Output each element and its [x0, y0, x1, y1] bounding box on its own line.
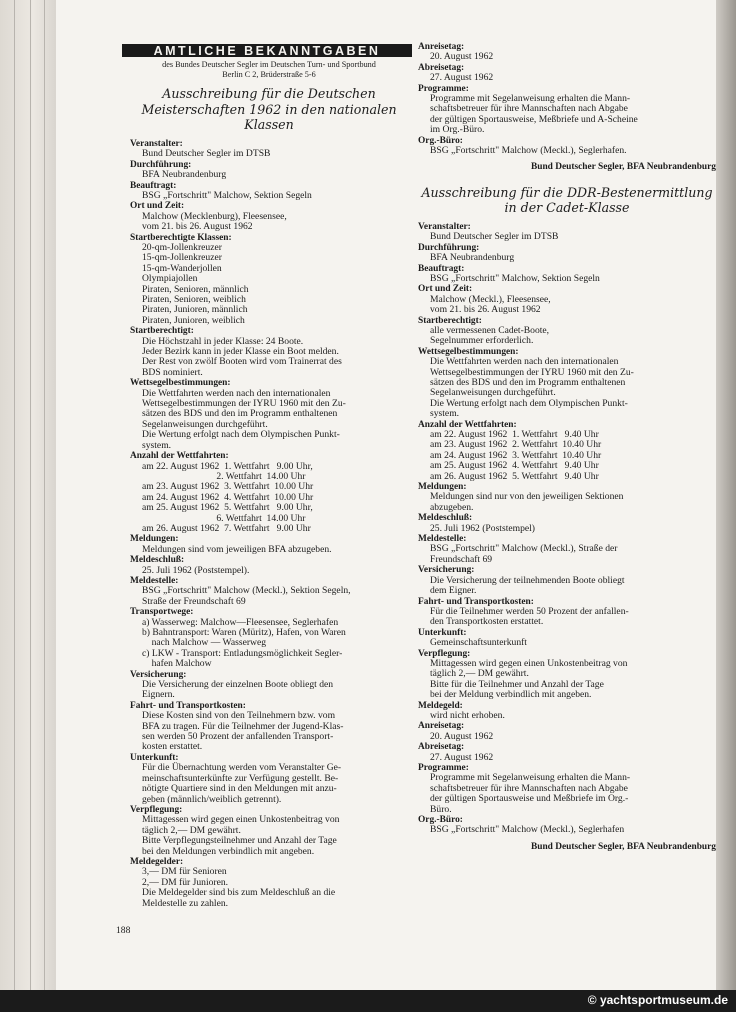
section-entry [418, 222, 716, 243]
section-label: Meldegeld: [418, 700, 463, 711]
section-text: Für die Teilnehmer werden 50 Prozent der anfallen- den Transportkosten erstattet. [430, 605, 629, 628]
announcement-title-1: Ausschreibung für die Deutschen Meisterschaften 1962 in den nationalen Klassen [141, 86, 397, 133]
section-entry [418, 565, 716, 596]
section-entry [418, 721, 716, 742]
section-entry [418, 482, 716, 513]
right-column [418, 42, 716, 852]
section-text: a) Wasserweg: Malchow—Fleesensee, Seglerhafen b) Bahntransport: Waren (Müritz), Hafen, von Waren nach Malchow — Wasserweg c) LKW - Transport: Entladungsmöglichkeit Segler- hafen Malchow [142, 616, 346, 670]
section-label: Startberechtigt: [130, 326, 194, 337]
section-label: Wettsegelbestimmungen: [418, 346, 519, 357]
section-entry [130, 857, 408, 909]
announcement-title-2: Ausschreibung für die DDR-Bestenermittlung in der Cadet-Klasse [421, 184, 713, 216]
section-label: Meldeschluß: [130, 555, 185, 566]
section-label: Org.-Büro: [418, 815, 463, 826]
section-text: wird nicht erhoben. [430, 709, 505, 721]
section-entry [418, 84, 716, 136]
section-label: Verpflegung: [130, 804, 183, 815]
section-label: Veranstalter: [130, 138, 183, 149]
section-label: Meldeschluß: [418, 513, 473, 524]
right-top-sections [418, 42, 716, 156]
section-text: BSG „Fortschritt" Malchow, Sektion Segeln [142, 189, 312, 201]
section-label: Ort und Zeit: [418, 284, 473, 295]
section-text: Malchow (Meckl.), Fleesensee, vom 21. bis 26. August 1962 [430, 293, 551, 316]
left-column [130, 44, 408, 909]
page-number: 188 [116, 925, 131, 936]
watermark: © yachtsportmuseum.de [587, 993, 728, 1007]
section-text: BFA Neubrandenburg [430, 252, 515, 264]
section-entry [130, 607, 408, 669]
section-text: 20. August 1962 [430, 730, 494, 742]
signature-1: Bund Deutscher Segler, BFA Neubrandenburg [530, 162, 716, 173]
section-entry [130, 555, 408, 576]
section-entry [418, 597, 716, 628]
section-entry [418, 420, 716, 482]
section-text: BSG „Fortschritt" Malchow (Meckl.), Sektion Segeln, Straße der Freundschaft 69 [142, 585, 351, 607]
section-label: Transportwege: [130, 607, 194, 618]
section-entry [130, 378, 408, 451]
section-label: Unterkunft: [418, 627, 467, 638]
section-entry [130, 160, 408, 181]
section-label: Startberechtigt: [418, 315, 482, 326]
section-label: Versicherung: [418, 565, 475, 576]
banner-title: AMTLICHE BEKANNTGABEN [122, 44, 412, 57]
section-text: Für die Übernachtung werden vom Veranstalter Ge- meinschaftsunterkünfte zur Verfügung gestellt. Be- nötigte Quartiere sind in den Meldungen mit anzu- geben (männlich/weiblich getrennt). [142, 762, 342, 805]
section-text: BSG „Fortschritt" Malchow, Sektion Segeln [430, 272, 600, 284]
section-label: Org.-Büro: [418, 135, 463, 146]
section-entry [418, 136, 716, 157]
section-text: 25. Juli 1962 (Poststempel) [430, 522, 535, 534]
section-entry [130, 451, 408, 534]
section-label: Fahrt- und Transportkosten: [418, 596, 534, 607]
section-text: Mittagessen wird gegen einen Unkostenbeitrag von täglich 2,— DM gewährt. Bitte für die Teilnehmer und Anzahl der Tage bei der Meldung verbindlich mit angeben. [430, 657, 628, 701]
section-label: Meldungen: [418, 482, 467, 493]
section-label: Anreisetag: [418, 721, 465, 732]
section-entry [130, 753, 408, 805]
section-entry [418, 742, 716, 763]
section-entry [130, 805, 408, 857]
section-label: Meldegelder: [130, 856, 184, 867]
section-text: 25. Juli 1962 (Poststempel). [142, 564, 250, 576]
section-text: Meldungen sind nur von den jeweiligen Sektionen abzugeben. [430, 491, 624, 513]
section-entry [418, 63, 716, 84]
section-text: 3,— DM für Senioren 2,— DM für Junioren. Die Meldegelder sind bis zum Meldeschluß an die Meldestelle zu zahlen. [142, 866, 336, 909]
section-entry [418, 815, 716, 836]
section-label: Ort und Zeit: [130, 201, 185, 212]
section-text: Bund Deutscher Segler im DTSB [430, 231, 559, 243]
section-entry [418, 284, 716, 315]
section-text: Malchow (Mecklenburg), Fleesensee, vom 21. bis 26. August 1962 [142, 210, 287, 233]
section-entry [130, 233, 408, 327]
publisher-line: des Bundes Deutscher Segler im Deutschen Turn- und Sportbund [162, 60, 376, 70]
section-text: Diese Kosten sind von den Teilnehmern bzw. vom BFA zu tragen. Für die Teilnehmer der Jugend-Klas- sen werden 50 Prozent der anfallenden Transport- kosten erstattet. [142, 710, 344, 753]
section-label: Abreisetag: [418, 742, 465, 753]
section-entry [418, 763, 716, 815]
right-sections [418, 222, 716, 836]
book-binding [0, 0, 60, 992]
section-text: am 22. August 1962 1. Wettfahrt 9.00 Uhr, 2. Wettfahrt 14.00 Uhr am 23. August 1962 3. Wettfahrt 10.00 Uhr am 24. August 1962 4. Wettfahrt 10.00 Uhr am 25. August 1962 5. Wettfahrt 9.00 Uhr, 6. Wettfahrt 14.00 Uhr am 26. August 1962 7. Wettfahrt 9.00 Uhr [142, 460, 314, 534]
section-entry [418, 347, 716, 420]
section-text: BFA Neubrandenburg [142, 169, 227, 181]
section-label: Meldestelle: [418, 534, 467, 545]
section-text: 20-qm-Jollenkreuzer 15-qm-Jollenkreuzer 15-qm-Wanderjollen Olympiajollen Piraten, Senioren, männlich Piraten, Senioren, weiblich Piraten, Junioren, männlich Piraten, Junioren, weiblich [142, 241, 249, 326]
section-label: Anzahl der Wettfahrten: [418, 419, 517, 430]
section-text: Meldungen sind vom jeweiligen BFA abzugeben. [142, 543, 332, 555]
section-entry [418, 701, 716, 722]
section-entry [130, 181, 408, 202]
section-label: Meldestelle: [130, 575, 179, 586]
section-text: Programme mit Segelanweisung erhalten die Mann- schaftsbetreuer für ihre Mannschaften nach Abgabe der gültigen Sportausweise und Meßbriefe im Org.- Büro. [430, 772, 631, 815]
section-entry [418, 42, 716, 63]
section-text: Die Versicherung der teilnehmenden Boote obliegt dem Eigner. [430, 574, 625, 597]
section-label: Abreisetag: [418, 62, 465, 73]
section-entry [130, 326, 408, 378]
section-label: Meldungen: [130, 534, 179, 545]
section-entry [418, 534, 716, 565]
section-entry [418, 513, 716, 534]
section-entry [418, 264, 716, 285]
section-label: Anreisetag: [418, 42, 465, 52]
publisher-address: Berlin C 2, Brüderstraße 5-6 [222, 70, 316, 80]
signature-2: Bund Deutscher Segler, BFA Neubrandenburg [530, 841, 716, 852]
section-label: Programme: [418, 763, 469, 773]
section-text: 20. August 1962 [430, 51, 494, 63]
section-text: Die Wettfahrten werden nach den internationalen Wettsegelbestimmungen der IYRU 1960 mit den Zu- sätzen des BDS und den im Programm enthaltenen Segelanweisungen durchgeführt. Die Wertung erfolgt nach dem Olympischen Punkt- system. [430, 356, 634, 420]
section-text: 27. August 1962 [430, 751, 494, 763]
section-label: Durchführung: [418, 242, 480, 253]
section-text: am 22. August 1962 1. Wettfahrt 9.40 Uhr am 23. August 1962 2. Wettfahrt 10.40 Uhr am 24. August 1962 3. Wettfahrt 10.40 Uhr am 25. August 1962 4. Wettfahrt 9.40 Uhr am 26. August 1962 5. Wettfahrt 9.40 Uhr [430, 429, 602, 482]
section-text: Gemeinschaftsunterkunft [430, 637, 527, 649]
section-entry [130, 670, 408, 701]
section-label: Wettsegelbestimmungen: [130, 378, 231, 389]
section-text: Die Höchstzahl in jeder Klasse: 24 Boote. Jeder Bezirk kann in jeder Klasse ein Boot melden. Der Rest von zwölf Booten wird vom Trainerrat des BDS nominiert. [142, 335, 342, 378]
section-entry [130, 201, 408, 232]
section-label: Anzahl der Wettfahrten: [130, 451, 229, 462]
section-text: BSG „Fortschritt" Malchow (Meckl.), Seglerhafen. [430, 145, 627, 157]
page-edge [716, 0, 736, 990]
section-entry [418, 628, 716, 649]
section-label: Beauftragt: [418, 263, 465, 274]
section-entry [130, 534, 408, 555]
section-label: Durchführung: [130, 159, 192, 170]
section-label: Startberechtigte Klassen: [130, 232, 232, 243]
section-text: BSG „Fortschritt" Malchow (Meckl.), Straße der Freundschaft 69 [430, 543, 618, 565]
section-label: Versicherung: [130, 669, 187, 680]
section-label: Fahrt- und Transportkosten: [130, 700, 246, 711]
section-text: Mittagessen wird gegen einen Unkostenbeitrag von täglich 2,— DM gewährt. Bitte Verpflegungsteilnehmer und Anzahl der Tage bei den Meldungen verbindlich mit angeben. [142, 814, 340, 857]
section-text: 27. August 1962 [430, 72, 494, 84]
section-entry [130, 701, 408, 753]
section-label: Verpflegung: [418, 648, 471, 659]
section-label: Unterkunft: [130, 752, 179, 763]
section-text: alle vermessenen Cadet-Boote, Segelnummer erforderlich. [430, 324, 550, 347]
section-entry [418, 649, 716, 701]
section-entry [418, 316, 716, 347]
section-text: BSG „Fortschritt" Malchow (Meckl.), Seglerhafen [430, 824, 625, 836]
section-text: Die Versicherung der einzelnen Boote obliegt den Eignern. [142, 679, 334, 701]
section-label: Veranstalter: [418, 221, 471, 232]
section-label: Beauftragt: [130, 180, 177, 191]
section-label: Programme: [418, 83, 469, 94]
publisher-info [130, 60, 408, 80]
section-entry [130, 576, 408, 607]
section-entry [418, 243, 716, 264]
left-sections [130, 139, 408, 909]
section-text: Programme mit Segelanweisung erhalten die Mann- schaftsbetreuer für ihre Mannschaften nach Abgabe der gültigen Sportausweise, Meßbriefe und A-Scheine im Org.-Büro. [430, 93, 638, 136]
section-text: Die Wettfahrten werden nach den internationalen Wettsegelbestimmungen der IYRU 1960 mit den Zu- sätzen des BDS und den im Programm enthaltenen Segelanweisungen durchgeführt. Die Wertung erfolgt nach dem Olympischen Punkt- system. [142, 387, 346, 451]
section-text: Bund Deutscher Segler im DTSB [142, 148, 271, 160]
section-entry [130, 139, 408, 160]
